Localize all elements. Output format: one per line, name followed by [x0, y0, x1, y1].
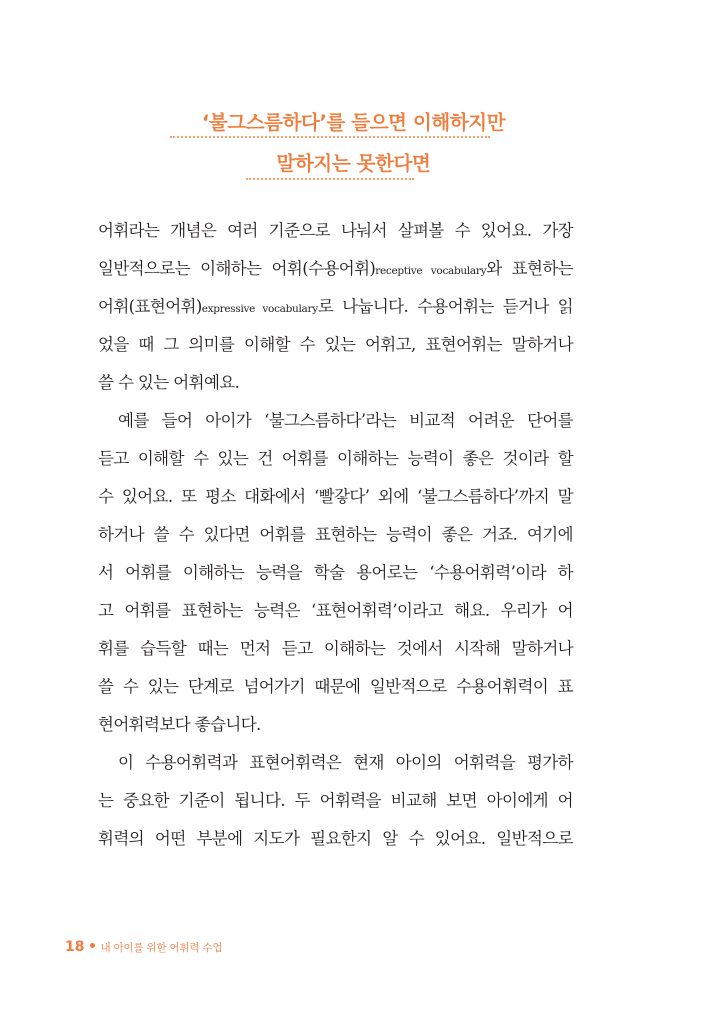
body-line: 었을 때 그 의미를 이해할 수 있는 어휘고, 표현어휘는 말하거나	[98, 335, 573, 354]
body-line	[98, 288, 573, 326]
body-line: 예를 들어 아이가 ‘불그스름하다’라는 비교적 어려운 단어를	[118, 411, 573, 430]
body-line	[98, 250, 573, 288]
body-line: 쓸 수 있는 어휘예요.	[98, 373, 240, 392]
english-term: expressive vocabulary	[201, 303, 318, 315]
body-line: 는 중요한 기준이 됩니다. 두 어휘력을 비교해 보면 아이에게 어	[98, 791, 573, 810]
book-title: 내 아이를 위한 어휘력 수업	[100, 942, 223, 954]
body-line: 어휘라는 개념은 여러 기준으로 나눠서 살펴볼 수 있어요. 가장	[98, 221, 573, 240]
body-line: 수 있어요. 또 평소 대화에서 ‘빨갛다’ 외에 ‘불그스름하다’까지 말	[98, 487, 573, 506]
heading-line-2: 말하지는 못한다면	[276, 152, 431, 175]
body-line: 서 어휘를 이해하는 능력을 학술 용어로는 ‘수용어휘력’이라 하	[98, 563, 573, 582]
heading-dotted-underline-1	[170, 136, 490, 138]
body-line: 휘를 습득할 때는 먼저 듣고 이해하는 것에서 시작해 말하거나	[98, 639, 573, 658]
body-line: 고 어휘를 표현하는 능력은 ‘표현어휘력’이라고 해요. 우리가 어	[98, 601, 573, 620]
body-text	[98, 212, 573, 858]
body-text-span: 어휘(표현어휘)	[98, 297, 202, 316]
page-number: 18	[65, 939, 85, 955]
heading-dotted-underline-2	[246, 178, 414, 180]
body-line: 휘력의 어떤 부분에 지도가 필요한지 알 수 있어요. 일반적으로	[98, 829, 573, 848]
body-line: 이 수용어휘력과 표현어휘력은 현재 아이의 어휘력을 평가하	[118, 753, 573, 772]
english-term: receptive vocabulary	[375, 265, 487, 277]
body-text-span: 와 표현하는	[486, 259, 574, 278]
heading-line-1: ‘불그스름하다’를 들으면 이해하지만	[201, 111, 506, 134]
body-line: 듣고 이해할 수 있는 건 어휘를 이해하는 능력이 좋은 것이라 할	[98, 449, 573, 468]
page-footer	[65, 936, 222, 955]
bullet-dot-icon	[90, 943, 95, 948]
body-text-span: 로 나눕니다. 수용어휘는 듣거나 읽	[317, 297, 573, 316]
body-text-span: 일반적으로는 이해하는 어휘(수용어휘)	[98, 259, 376, 278]
body-line: 쓸 수 있는 단계로 넘어가기 때문에 일반적으로 수용어휘력이 표	[98, 677, 573, 696]
body-line: 하거나 쓸 수 있다면 어휘를 표현하는 능력이 좋은 거죠. 여기에	[98, 525, 573, 544]
body-line: 현어휘력보다 좋습니다.	[98, 715, 261, 734]
